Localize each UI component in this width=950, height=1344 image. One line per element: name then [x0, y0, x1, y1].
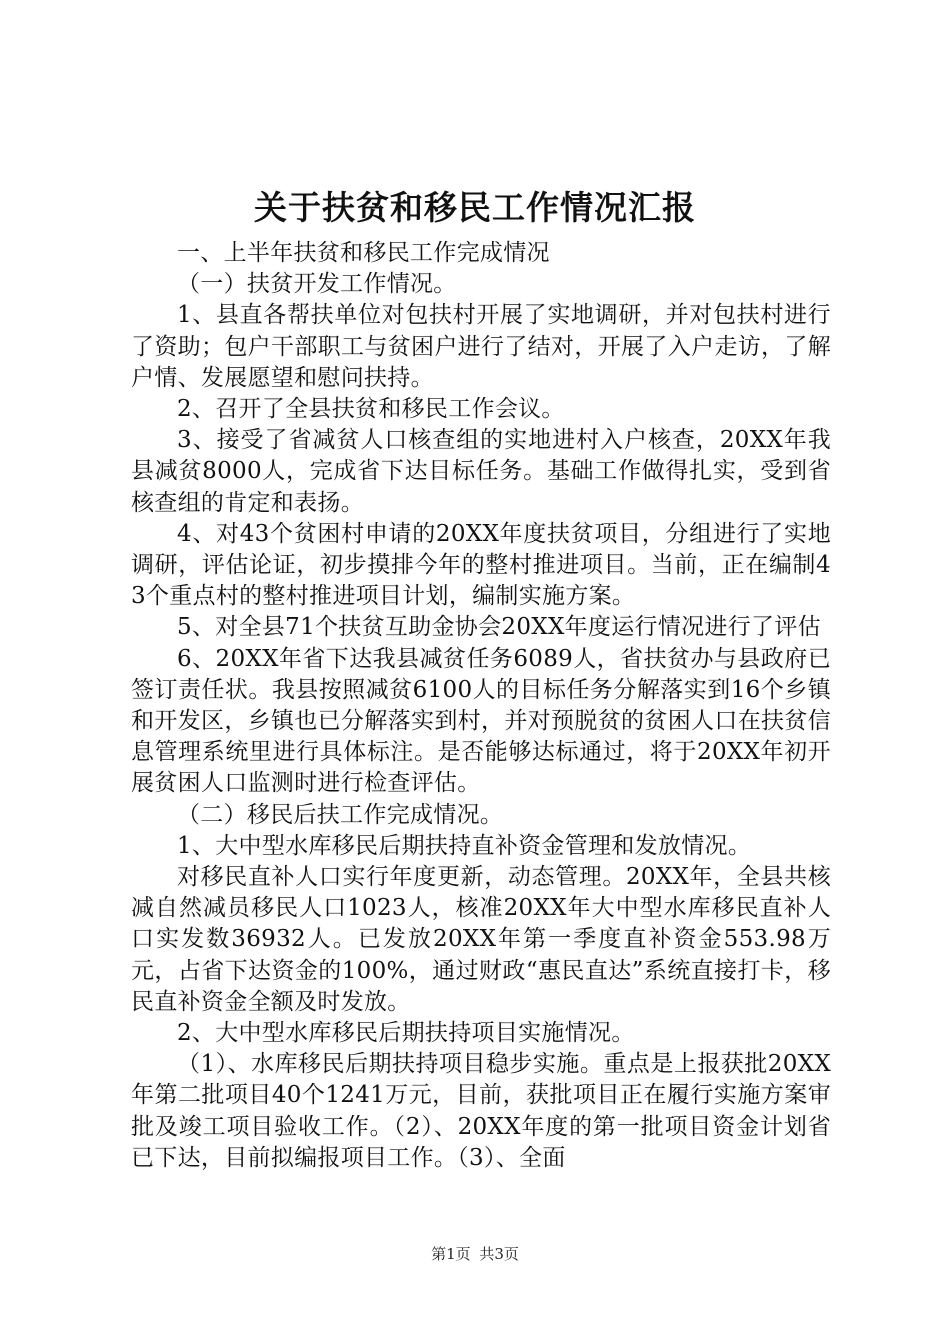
- section-heading-1: 一、上半年扶贫和移民工作完成情况: [177, 240, 550, 266]
- subsection-heading-2: （二）移民后扶工作完成情况。: [177, 801, 504, 828]
- paragraph: 5、对全县71个扶贫互助金协会20XX年度运行情况进行了评估: [177, 614, 821, 641]
- paragraph: 2、大中型水库移民后期扶持项目实施情况。: [177, 1020, 635, 1047]
- paragraph: 1、大中型水库移民后期扶持直补资金管理和发放情况。: [177, 832, 752, 859]
- paragraph: 1、县直各帮扶单位对包扶村开展了实地调研，并对包扶村进行了资助；包户干部职工与贫困户进行了结对，开展了入户走访，了解户情、发展愿望和慰问扶持。: [131, 302, 831, 391]
- paragraph: 对移民直补人口实行年度更新，动态管理。20XX年，全县共核减自然减员移民人口1023人，核准20XX年大中型水库移民直补人口实发数36932人。已发放20XX年第一季度直补资金553.98万元，占省下达资金的100%，通过财政“惠民直达”系统直接打卡，移民直补资金全额及时发放。: [131, 864, 831, 1015]
- paragraph: 6、20XX年省下达我县减贫任务6089人，省扶贫办与县政府已签订责任状。我县按照减贫6100人的目标任务分解落实到16个乡镇和开发区，乡镇也已分解落实到村，并对预脱贫的贫困人口在扶贫信息管理系统里进行具体标注。是否能够达标通过，将于20XX年初开展贫困人口监测时进行检查评估。: [131, 645, 831, 797]
- paragraph: （1）、水库移民后期扶持项目稳步实施。重点是上报获批20XX年第二批项目40个1241万元，目前，获批项目正在履行实施方案审批及竣工项目验收工作。（2）、20XX年度的第一批项目资金计划省已下达，目前拟编报项目工作。（3）、全面: [131, 1051, 831, 1171]
- document-body: [131, 238, 831, 1174]
- page-footer: [0, 1244, 950, 1264]
- subsection-heading-1: （一）扶贫开发工作情况。: [177, 271, 457, 298]
- paragraph: 4、对43个贫困村申请的20XX年度扶贫项目，分组进行了实地调研，评估论证，初步摸排今年的整村推进项目。当前，正在编制43个重点村的整村推进项目计划，编制实施方案。: [131, 520, 831, 610]
- paragraph: 2、召开了全县扶贫和移民工作会议。: [177, 396, 565, 423]
- paragraph: 3、接受了省减贫人口核查组的实地进村入户核查，20XX年我县减贫8000人，完成省下达目标任务。基础工作做得扎实，受到省核查组的肯定和表扬。: [131, 427, 831, 516]
- page-total: 共3页: [479, 1245, 519, 1263]
- page-number: 第1页: [431, 1245, 471, 1263]
- document-title: 关于扶贫和移民工作情况汇报: [254, 188, 696, 227]
